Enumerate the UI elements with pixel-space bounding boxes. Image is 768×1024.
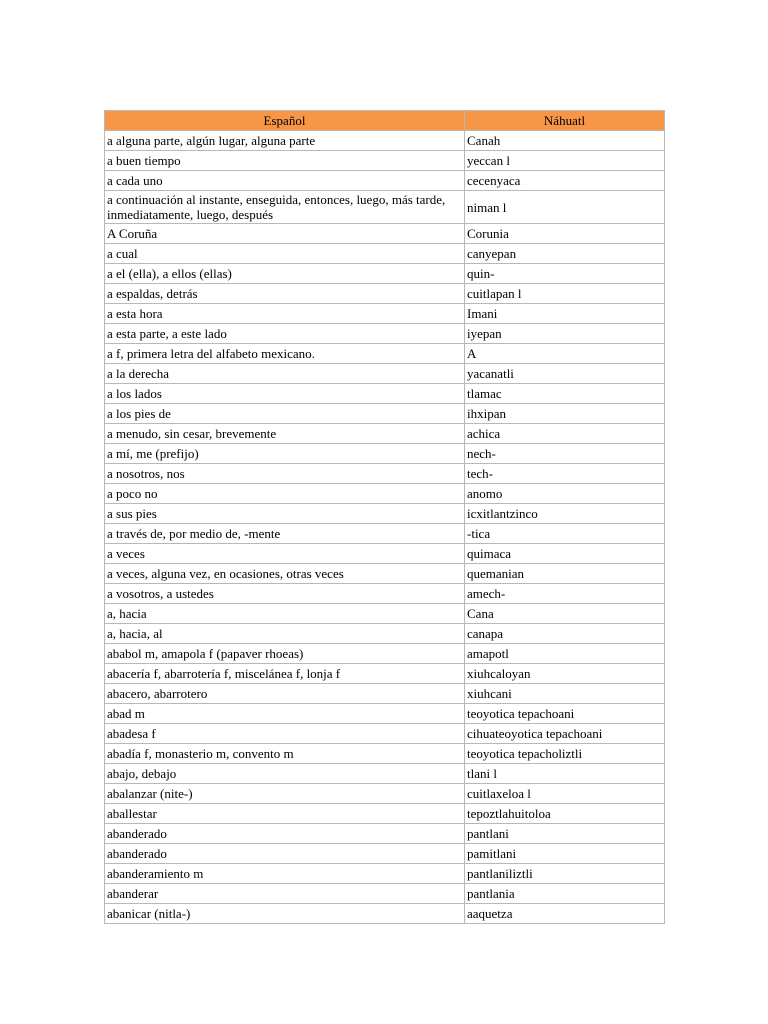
- table-row: [105, 244, 665, 264]
- cell-nahuatl: A: [465, 344, 665, 364]
- dictionary-table: [104, 110, 665, 924]
- table-row: [105, 131, 665, 151]
- table-row: [105, 191, 665, 224]
- cell-espanol: abacero, abarrotero: [105, 684, 465, 704]
- cell-nahuatl: cihuateoyotica tepachoani: [465, 724, 665, 744]
- cell-espanol: abanderar: [105, 884, 465, 904]
- cell-nahuatl: tepoztlahuitoloa: [465, 804, 665, 824]
- table-row: [105, 544, 665, 564]
- table-row: [105, 384, 665, 404]
- table-header-row: [105, 111, 665, 131]
- table-row: [105, 524, 665, 544]
- table-row: [105, 724, 665, 744]
- table-row: [105, 504, 665, 524]
- cell-espanol: a espaldas, detrás: [105, 284, 465, 304]
- cell-espanol: a menudo, sin cesar, brevemente: [105, 424, 465, 444]
- table-row: [105, 224, 665, 244]
- cell-espanol: abacería f, abarrotería f, miscelánea f, lonja f: [105, 664, 465, 684]
- cell-espanol: abanderado: [105, 824, 465, 844]
- header-nahuatl: Náhuatl: [465, 111, 665, 131]
- cell-espanol: abad m: [105, 704, 465, 724]
- cell-nahuatl: amapotl: [465, 644, 665, 664]
- table-row: [105, 151, 665, 171]
- cell-espanol: a la derecha: [105, 364, 465, 384]
- cell-espanol: ababol m, amapola f (papaver rhoeas): [105, 644, 465, 664]
- table-row: [105, 824, 665, 844]
- cell-nahuatl: Cana: [465, 604, 665, 624]
- cell-espanol: a sus pies: [105, 504, 465, 524]
- cell-nahuatl: quemanian: [465, 564, 665, 584]
- cell-espanol: a continuación al instante, enseguida, entonces, luego, más tarde, inmediatamente, luego, después: [105, 191, 465, 224]
- cell-nahuatl: canyepan: [465, 244, 665, 264]
- cell-nahuatl: teoyotica tepacholiztli: [465, 744, 665, 764]
- table-row: [105, 704, 665, 724]
- cell-nahuatl: aaquetza: [465, 904, 665, 924]
- cell-nahuatl: canapa: [465, 624, 665, 644]
- cell-espanol: a través de, por medio de, -mente: [105, 524, 465, 544]
- table-row: [105, 284, 665, 304]
- cell-nahuatl: teoyotica tepachoani: [465, 704, 665, 724]
- cell-nahuatl: pantlaniliztli: [465, 864, 665, 884]
- cell-nahuatl: Imani: [465, 304, 665, 324]
- cell-espanol: a los lados: [105, 384, 465, 404]
- cell-nahuatl: cuitlaxeloa l: [465, 784, 665, 804]
- table-row: [105, 584, 665, 604]
- cell-espanol: a buen tiempo: [105, 151, 465, 171]
- cell-nahuatl: Canah: [465, 131, 665, 151]
- cell-espanol: a alguna parte, algún lugar, alguna parte: [105, 131, 465, 151]
- table-row: [105, 404, 665, 424]
- table-row: [105, 764, 665, 784]
- cell-nahuatl: ihxipan: [465, 404, 665, 424]
- table-row: [105, 171, 665, 191]
- table-row: [105, 684, 665, 704]
- cell-nahuatl: quimaca: [465, 544, 665, 564]
- cell-espanol: abadía f, monasterio m, convento m: [105, 744, 465, 764]
- cell-nahuatl: -tica: [465, 524, 665, 544]
- cell-nahuatl: tech-: [465, 464, 665, 484]
- table-row: [105, 464, 665, 484]
- cell-espanol: a veces: [105, 544, 465, 564]
- table-row: [105, 604, 665, 624]
- cell-espanol: aballestar: [105, 804, 465, 824]
- table-row: [105, 264, 665, 284]
- table-row: [105, 444, 665, 464]
- table-row: [105, 664, 665, 684]
- cell-espanol: a nosotros, nos: [105, 464, 465, 484]
- table-row: [105, 884, 665, 904]
- cell-espanol: a cual: [105, 244, 465, 264]
- cell-espanol: abadesa f: [105, 724, 465, 744]
- cell-espanol: a poco no: [105, 484, 465, 504]
- cell-espanol: abanicar (nitla-): [105, 904, 465, 924]
- header-espanol: Español: [105, 111, 465, 131]
- cell-nahuatl: xiuhcani: [465, 684, 665, 704]
- cell-espanol: abanderamiento m: [105, 864, 465, 884]
- cell-espanol: abanderado: [105, 844, 465, 864]
- cell-nahuatl: anomo: [465, 484, 665, 504]
- cell-espanol: a, hacia: [105, 604, 465, 624]
- cell-nahuatl: tlani l: [465, 764, 665, 784]
- cell-nahuatl: achica: [465, 424, 665, 444]
- cell-espanol: a vosotros, a ustedes: [105, 584, 465, 604]
- cell-espanol: a f, primera letra del alfabeto mexicano.: [105, 344, 465, 364]
- table-row: [105, 844, 665, 864]
- cell-nahuatl: yacanatli: [465, 364, 665, 384]
- cell-espanol: abalanzar (nite-): [105, 784, 465, 804]
- table-row: [105, 644, 665, 664]
- cell-nahuatl: pantlania: [465, 884, 665, 904]
- cell-nahuatl: iyepan: [465, 324, 665, 344]
- cell-nahuatl: nech-: [465, 444, 665, 464]
- cell-nahuatl: amech-: [465, 584, 665, 604]
- table-row: [105, 624, 665, 644]
- cell-nahuatl: pamitlani: [465, 844, 665, 864]
- table-row: [105, 344, 665, 364]
- cell-nahuatl: yeccan l: [465, 151, 665, 171]
- table-row: [105, 744, 665, 764]
- cell-nahuatl: cecenyaca: [465, 171, 665, 191]
- table-row: [105, 904, 665, 924]
- cell-nahuatl: niman l: [465, 191, 665, 224]
- cell-espanol: a veces, alguna vez, en ocasiones, otras veces: [105, 564, 465, 584]
- table-row: [105, 424, 665, 444]
- cell-espanol: a cada uno: [105, 171, 465, 191]
- table-row: [105, 484, 665, 504]
- cell-nahuatl: quin-: [465, 264, 665, 284]
- cell-espanol: a esta hora: [105, 304, 465, 324]
- cell-nahuatl: pantlani: [465, 824, 665, 844]
- table-row: [105, 324, 665, 344]
- cell-nahuatl: xiuhcaloyan: [465, 664, 665, 684]
- table-row: [105, 304, 665, 324]
- table-row: [105, 784, 665, 804]
- cell-espanol: abajo, debajo: [105, 764, 465, 784]
- table-row: [105, 564, 665, 584]
- cell-espanol: a esta parte, a este lado: [105, 324, 465, 344]
- cell-nahuatl: icxitlantzinco: [465, 504, 665, 524]
- cell-nahuatl: Corunia: [465, 224, 665, 244]
- cell-nahuatl: cuitlapan l: [465, 284, 665, 304]
- table-row: [105, 804, 665, 824]
- cell-espanol: A Coruña: [105, 224, 465, 244]
- cell-espanol: a, hacia, al: [105, 624, 465, 644]
- cell-espanol: a mí, me (prefijo): [105, 444, 465, 464]
- cell-nahuatl: tlamac: [465, 384, 665, 404]
- cell-espanol: a el (ella), a ellos (ellas): [105, 264, 465, 284]
- table-row: [105, 364, 665, 384]
- table-row: [105, 864, 665, 884]
- cell-espanol: a los pies de: [105, 404, 465, 424]
